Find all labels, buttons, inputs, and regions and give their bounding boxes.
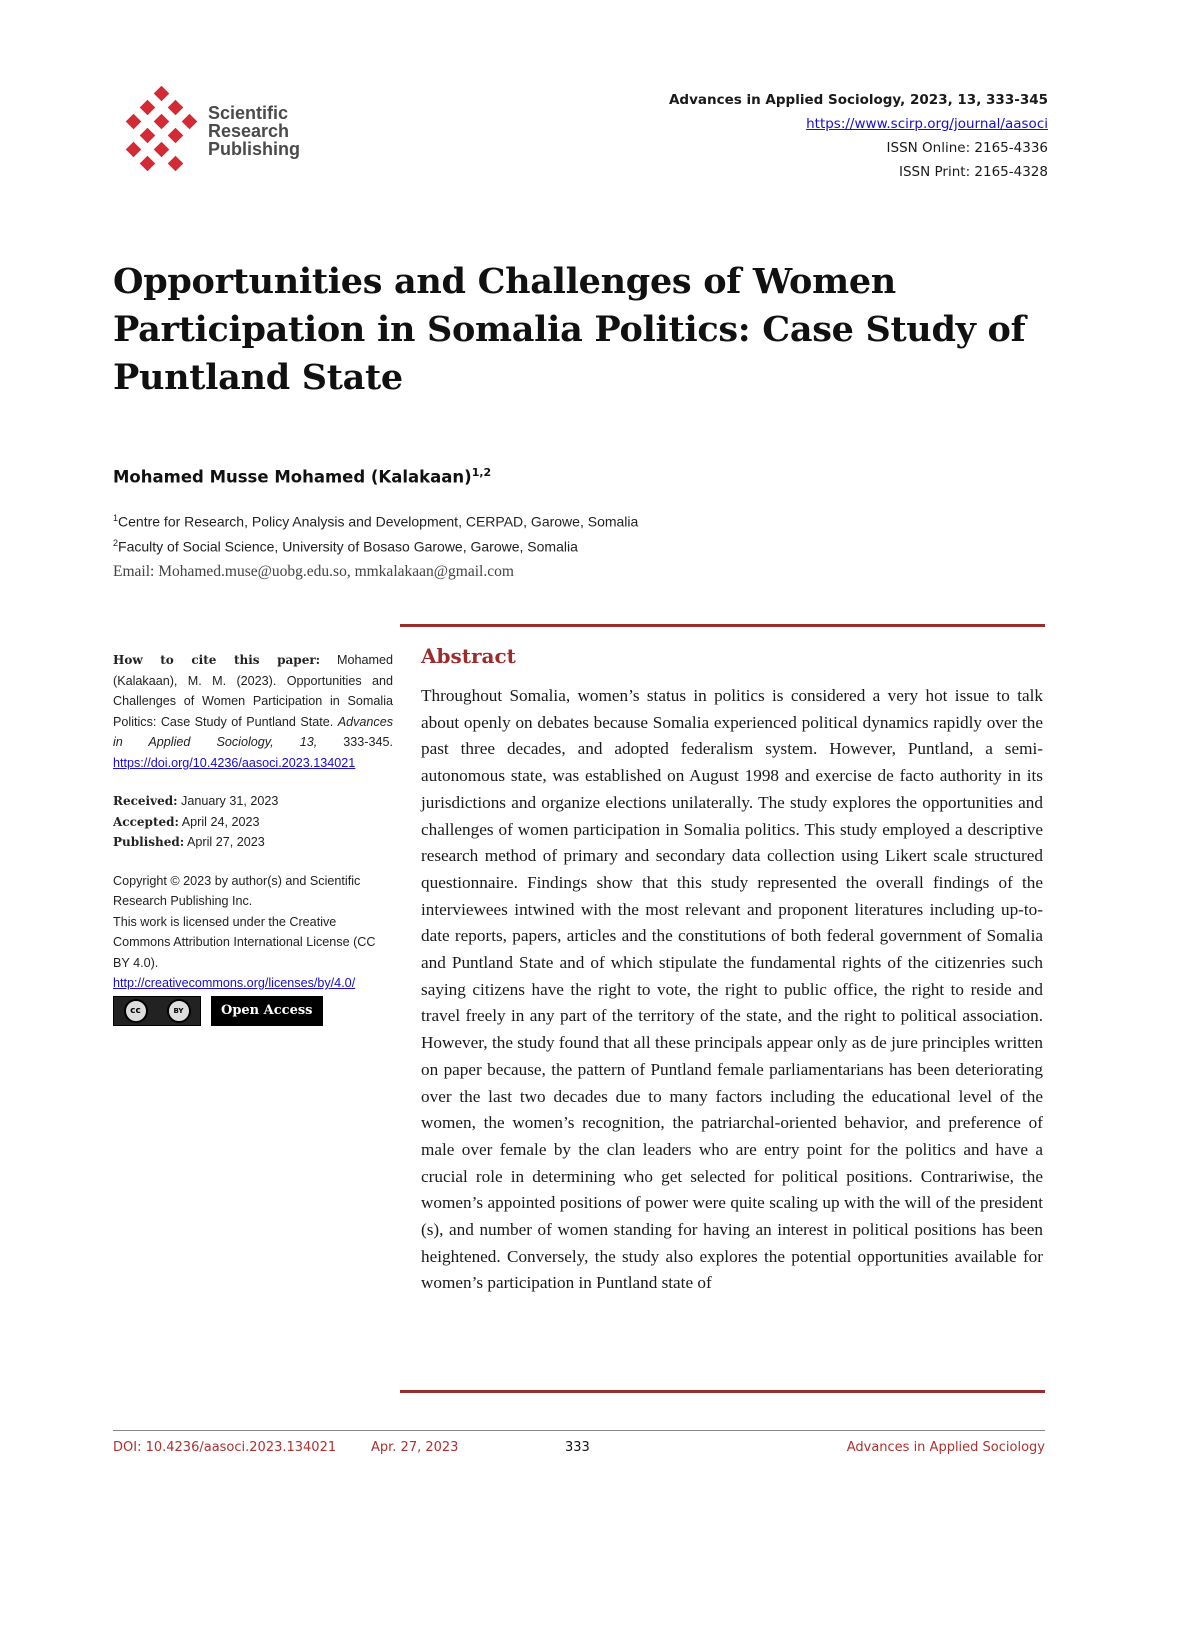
logo-diamonds-icon bbox=[118, 86, 200, 172]
abstract-top-rule bbox=[400, 624, 1045, 627]
journal-url-link[interactable]: https://www.scirp.org/journal/aasoci bbox=[806, 116, 1048, 132]
cc-icon: cc bbox=[124, 999, 148, 1023]
publisher-name-line3: Publishing bbox=[208, 139, 300, 159]
issn-print: ISSN Print: 2165-4328 bbox=[899, 164, 1048, 180]
affiliation-1-text: Centre for Research, Policy Analysis and Development, CERPAD, Garowe, Somalia bbox=[118, 513, 639, 530]
cite-pages: 333-345. bbox=[343, 735, 393, 749]
article-sidebar bbox=[113, 650, 393, 1026]
author-line bbox=[113, 466, 491, 487]
cite-text: Mohamed (Kalakaan), M. M. (2023). Opportunities and Challenges of Women Participation in Somalia Politics: Case Study of Puntland State. bbox=[113, 653, 394, 729]
paper-title: Opportunities and Challenges of Women Participation in Somalia Politics: Case Study of Puntland State bbox=[113, 261, 1026, 398]
publisher-name-line2: Research bbox=[208, 121, 290, 141]
cite-journal: Advances in Applied Sociology, 13, bbox=[113, 714, 393, 749]
published-label: Published: bbox=[113, 835, 185, 849]
published-date: April 27, 2023 bbox=[187, 835, 265, 849]
accepted-label: Accepted: bbox=[113, 814, 179, 829]
open-access-badge: Open Access bbox=[211, 996, 323, 1027]
license-link[interactable]: http://creativecommons.org/licenses/by/4.0/ bbox=[113, 976, 356, 990]
page-number: 333 bbox=[565, 1440, 590, 1455]
footer-doi: DOI: 10.4236/aasoci.2023.134021 bbox=[113, 1440, 337, 1455]
affiliation-1: $^1$Centre for Research, Policy Analysis and Development, CERPAD, Garowe, Somalia bbox=[113, 513, 639, 530]
footer-rule bbox=[113, 1430, 1045, 1431]
author-name: Mohamed Musse Mohamed (Kalakaan) bbox=[113, 467, 472, 487]
journal-citation: Advances in Applied Sociology, 2023, 13, 333-345 bbox=[668, 92, 1048, 108]
abstract-body: Throughout Somalia, women’s status in politics is considered a very hot issue to talk about openly on debates because Somalia experienced political dynamics rapidly over the past three decades, and adopted federalism system. However, Puntland, a semi-autonomous state, was established on August 1998 and exercise de facto authority in its jurisdictions and organize elections unilaterally. The study explores the opportunities and challenges of women participation in Somalia politics. This study employed a descriptive research method of primary and secondary data collection using Likert scale structured questionnaire. Findings show that this study represented the overall findings of the interviewees intwined with the most relevant and proponent literatures including up-to-date reports, papers, articles and the constitutions of both federal government of Somalia and Puntland State and of which stipulate the fundamental rights of the citizenries such saying citizens have the right to vote, the right to public office, the right to reside and travel freely in any part of the territory of the state, and the right to political association. However, the study found that all these principals appear only as de jure principles written on paper because, the pattern of Puntland female parliamentarians has been deteriorating over the last two decades due to many factors including the educational level of the women, the women’s recognition, the patriarchal-oriented behavior, and preference of male over female by the clan leaders who are entry point for the politics and have a crucial role in determining who get selected for political positions. Contrariwise, the women’s appointed positions of power were quite scaling up with the will of the president (s), and number of women standing for having an interest in political positions has been heightened. Conversely, the study also explores the potential opportunities available for women’s participation in Puntland state of bbox=[421, 686, 1043, 1293]
received-date: January 31, 2023 bbox=[181, 794, 279, 808]
accepted-date: April 24, 2023 bbox=[181, 814, 260, 829]
author-affiliation-marks: 1,2 bbox=[471, 466, 492, 479]
cite-doi-link[interactable]: https://doi.org/10.4236/aasoci.2023.134021 bbox=[113, 755, 356, 770]
issn-online: ISSN Online: 2165-4336 bbox=[886, 140, 1048, 156]
page-footer bbox=[113, 1440, 1045, 1460]
received-row bbox=[113, 791, 393, 812]
cite-label: How to cite this paper: bbox=[113, 653, 321, 667]
affiliation-2-text: Faculty of Social Science, University of Bosaso Garowe, Garowe, Somalia bbox=[118, 538, 578, 555]
footer-journal-name: Advances in Applied Sociology bbox=[846, 1440, 1045, 1455]
accepted-row bbox=[113, 812, 393, 833]
abstract-heading: Abstract bbox=[421, 644, 516, 668]
received-label: Received: bbox=[113, 794, 178, 808]
published-row bbox=[113, 832, 393, 853]
journal-info bbox=[628, 88, 1048, 184]
license-text: This work is licensed under the Creative Commons Attribution International License (CC BY 4.0). bbox=[113, 914, 376, 970]
cc-by-badge[interactable] bbox=[113, 996, 201, 1026]
copyright-notice: Copyright © 2023 by author(s) and Scientific Research Publishing Inc. bbox=[113, 873, 361, 908]
publisher-logo bbox=[118, 86, 318, 176]
footer-date: Apr. 27, 2023 bbox=[371, 1440, 459, 1455]
by-person-icon: BY bbox=[167, 999, 191, 1023]
affiliation-2: $^2$Faculty of Social Science, University of Bosaso Garowe, Garowe, Somalia bbox=[113, 538, 578, 555]
citation-block bbox=[113, 650, 393, 773]
license-badges bbox=[113, 996, 393, 1027]
publisher-name-line1: Scientific bbox=[208, 103, 289, 123]
abstract-bottom-rule bbox=[400, 1390, 1045, 1393]
author-email: Email: Mohamed.muse@uobg.edu.so, mmkalakaan@gmail.com bbox=[113, 563, 514, 580]
